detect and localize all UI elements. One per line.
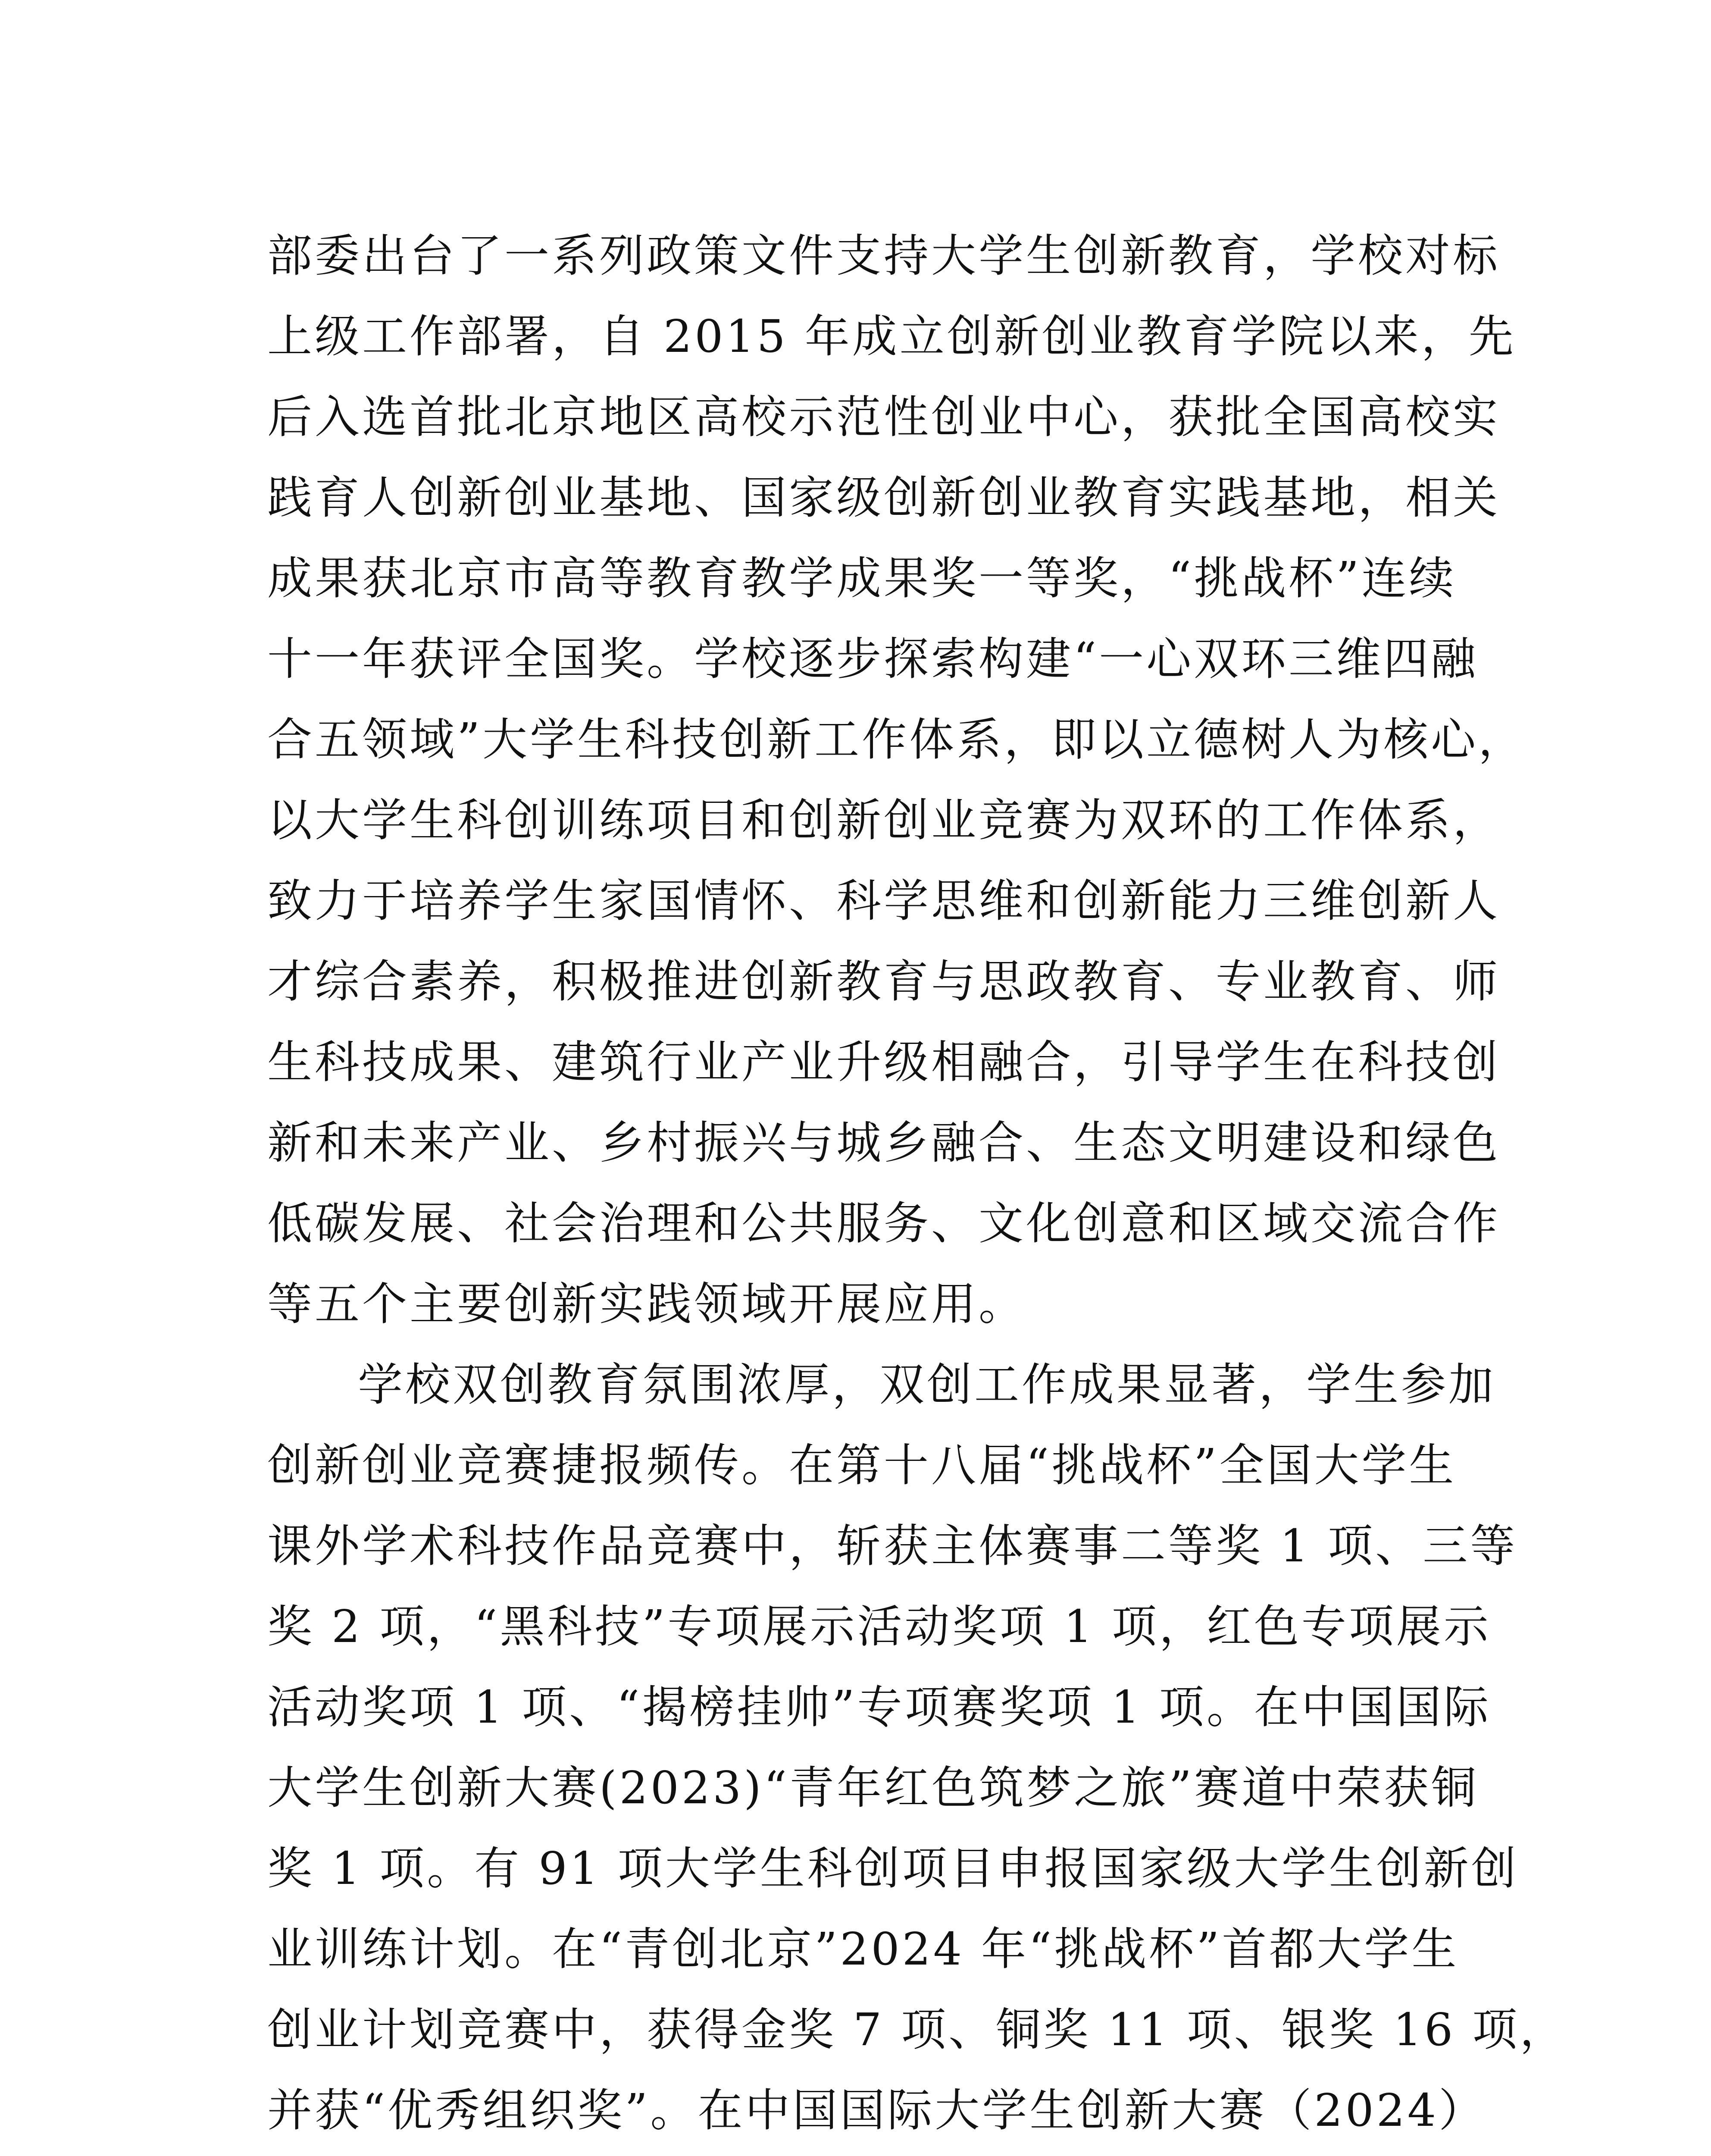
text-line: 大学生创新大赛(2023)“青年红色筑梦之旅”赛道中荣获铜 (267, 1761, 1479, 1814)
text-line: 合五领域”大学生科技创新工作体系，即以立德树人为核心， (267, 713, 1526, 766)
text-line: 等五个主要创新实践领域开展应用。 (267, 1278, 1026, 1330)
text-line: 十一年获评全国奖。学校逐步探索构建“一心双环三维四融 (267, 633, 1479, 685)
text-line: 践育人创新创业基地、国家级创新创业教育实践基地，相关 (267, 471, 1501, 524)
text-line: 创新创业竞赛捷报频传。在第十八届“挑战杯”全国大学生 (267, 1439, 1457, 1492)
text-line: 生科技成果、建筑行业产业升级相融合，引导学生在科技创 (267, 1036, 1501, 1088)
text-line: 并获“优秀组织奖”。在中国国际大学生创新大赛（2024） (267, 2084, 1486, 2137)
text-line: 新和未来产业、乡村振兴与城乡融合、生态文明建设和绿色 (267, 1116, 1501, 1169)
text-line: 成果获北京市高等教育教学成果奖一等奖，“挑战杯”连续 (267, 552, 1457, 605)
text-line: 业训练计划。在“青创北京”2024 年“挑战杯”首都大学生 (267, 1923, 1459, 1975)
text-line: 创业计划竞赛中，获得金奖 7 项、铜奖 11 项、银奖 16 项， (267, 2003, 1567, 2056)
paragraph-2 (267, 1344, 1567, 2151)
text-line: 课外学术科技作品竞赛中，斩获主体赛事二等奖 1 项、三等 (267, 1520, 1518, 1572)
text-line: 奖 2 项，“黑科技”专项展示活动奖项 1 项，红色专项展示 (267, 1600, 1491, 1653)
text-line: 后入选首批北京地区高校示范性创业中心，获批全国高校实 (267, 391, 1501, 443)
text-line: 才综合素养，积极推进创新教育与思政教育、专业教育、师 (267, 955, 1501, 1008)
text-line: 致力于培养学生家国情怀、科学思维和创新能力三维创新人 (267, 874, 1501, 927)
text-line: 部委出台了一系列政策文件支持大学生创新教育，学校对标 (267, 229, 1501, 282)
body-text (267, 216, 1567, 2151)
text-line: 上级工作部署，自 2015 年成立创新创业教育学院以来，先 (267, 310, 1516, 363)
text-line: 以大学生科创训练项目和创新创业竞赛为双环的工作体系， (267, 794, 1501, 846)
text-line: 学校双创教育氛围浓厚，双创工作成果显著，学生参加 (358, 1358, 1496, 1411)
text-line: 活动奖项 1 项、“揭榜挂帅”专项赛奖项 1 项。在中国国际 (267, 1681, 1491, 1733)
paragraph-1 (267, 216, 1526, 1344)
text-line: 奖 1 项。有 91 项大学生科创项目申报国家级大学生创新创 (267, 1842, 1519, 1895)
text-line: 低碳发展、社会治理和公共服务、文化创意和区域交流合作 (267, 1197, 1501, 1250)
